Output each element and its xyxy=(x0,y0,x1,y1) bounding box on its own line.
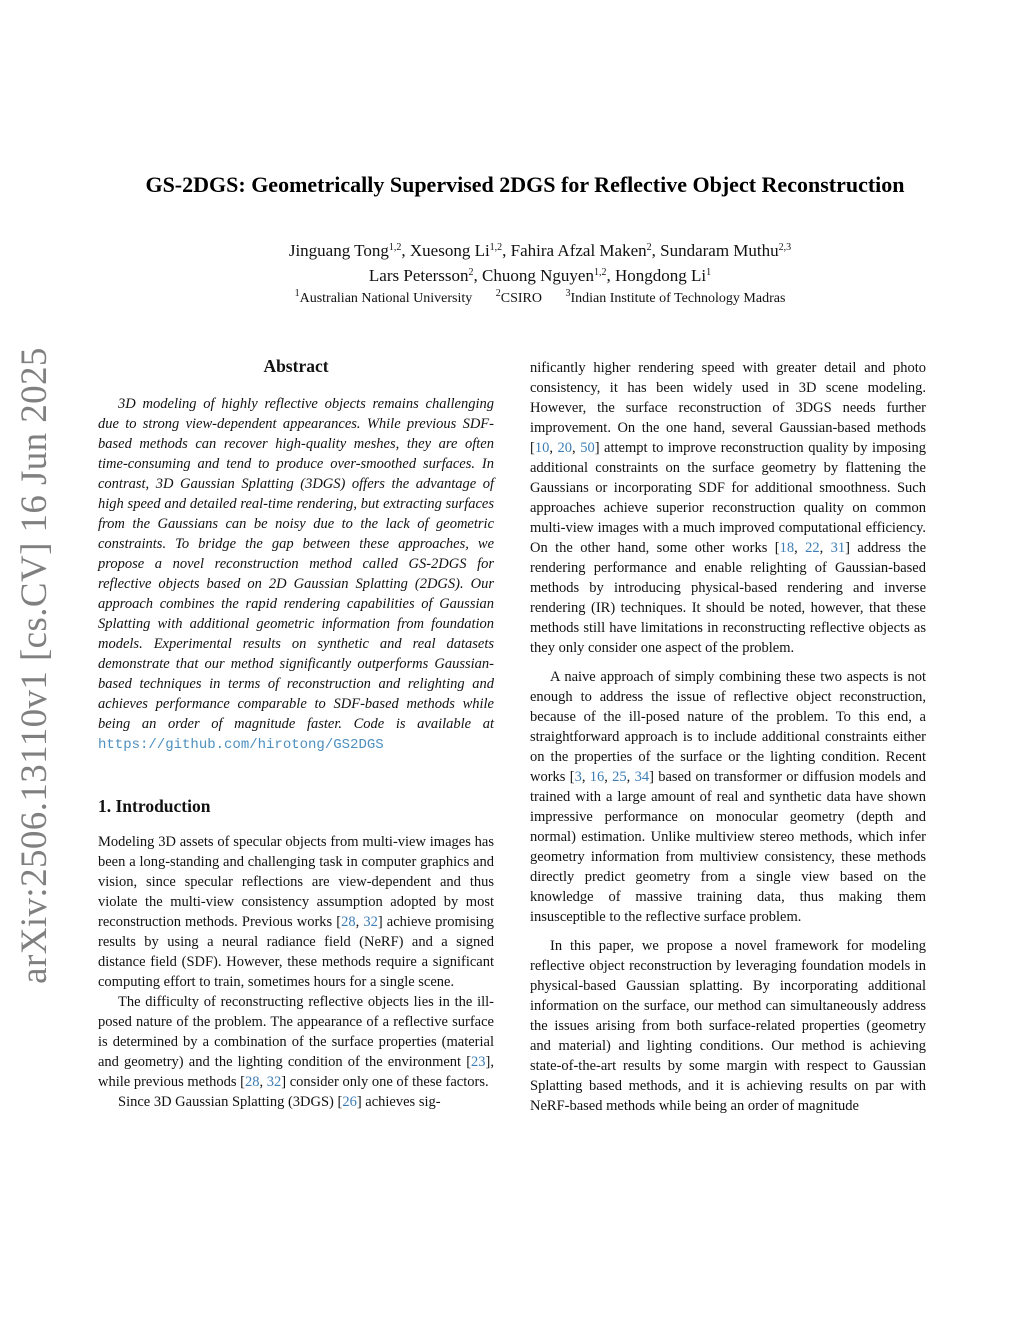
affiliation-sup: 2 xyxy=(495,288,501,299)
affiliation xyxy=(294,288,473,306)
author-affil-sup: 2 xyxy=(646,242,652,253)
author-separator: , xyxy=(401,241,410,260)
section-heading-introduction: 1. Introduction xyxy=(98,796,211,816)
abstract-heading: Abstract xyxy=(263,356,329,376)
citation-link[interactable]: 16 xyxy=(589,769,605,785)
paragraph xyxy=(530,358,926,658)
abstract-text xyxy=(98,394,494,755)
paragraph-text: nificantly higher rendering speed with greater detail and photo consistency, it has been widely used in 3D scene modeling. However, the surface reconstruction of 3DGS needs further improvement. On the one hand, several Gaussian-based methods [ xyxy=(530,360,926,456)
citation-link[interactable]: 28 xyxy=(341,914,356,930)
author-line-1 xyxy=(60,238,1020,263)
abstract-body: 3D modeling of highly reflective objects remains challenging due to strong view-dependent appearances. While previous SDF-based methods can recover high-quality meshes, they are often time-consuming and tend to produce over-smoothed surfaces. In contrast, 3D Gaussian Splatting (3DGS) offers the advantage of high speed and detailed real-time rendering, but extracting surfaces from the Gaussians can be noisy due to the lack of geometric constraints. To bridge the gap between these approaches, we propose a novel reconstruction method called GS-2DGS for reflective objects based on 2D Gaussian Splatting (2DGS). Our approach combines the rapid rendering capabilities of Gaussian Splatting with additional geometric information from foundation models. Experimental results on synthetic and real datasets demonstrate that our method significantly outperforms Gaussian-based techniques in terms of reconstruction and relighting and achieves performance comparable to SDF-based methods while being an order of magnitude faster. Code is available at xyxy=(98,396,494,732)
affiliation xyxy=(495,288,542,306)
paragraph-text: ] address the rendering performance and enable relighting of Gaussian-based methods by introducing physical-based rendering and inverse rendering (IR) techniques. It should be noted, however, that these methods still have limitations in reconstructing reflective objects as they only consider one aspect of the problem. xyxy=(530,540,927,656)
author-name: Chuong Nguyen xyxy=(482,266,594,285)
code-url-link[interactable]: https://github.com/hirotong/GS2DGS xyxy=(98,737,384,753)
paragraph xyxy=(98,1092,494,1112)
author-affil-sup: 1 xyxy=(706,267,712,278)
citation-link[interactable]: 31 xyxy=(830,540,846,556)
affiliation-sup: 1 xyxy=(294,288,300,299)
citation-link[interactable]: 28 xyxy=(245,1074,260,1090)
paragraph-text: , xyxy=(626,769,635,785)
paragraph-text: , xyxy=(572,440,581,456)
paragraph-text: ] based on transformer or diffusion models and trained with a large amount of real and synthetic data have shown impressive performance on monocular geometry (depth and normal) estimation. Unlike multiview stereo methods, which infer geometry information from multiview consistency, these methods directly predict geometry from a single view based on the knowledge of massive training data, thus making them insusceptible to the reflective surface problem. xyxy=(530,769,927,925)
affiliation-name: Indian Institute of Technology Madras xyxy=(570,291,786,306)
paragraph xyxy=(530,667,926,927)
paragraph-text: , xyxy=(355,914,364,930)
author-name: Xuesong Li xyxy=(409,241,490,260)
right-column-body xyxy=(530,358,926,1116)
paragraph-text: , xyxy=(794,540,806,556)
citation-link[interactable]: 3 xyxy=(574,769,582,785)
author-line-2 xyxy=(60,263,1020,288)
author-separator: , xyxy=(651,241,661,260)
citation-link[interactable]: 32 xyxy=(266,1074,282,1090)
paragraph-text: Since 3D Gaussian Splatting (3DGS) [ xyxy=(118,1094,343,1110)
affiliation-name: CSIRO xyxy=(500,291,542,306)
paragraph-text: In this paper, we propose a novel framework for modeling reflective object reconstruction by leveraging foundation models in physical-based Gaussian splatting. By incorporating additional information on the surface, our method can simultaneously address the issues arising from both surface-related properties (geometry and material) and lighting conditions. Our method is achieving state-of-the-art results by some margin with respect to Gaussian Splatting based methods, and it is achieving results on par with NeRF-based methods while being an order of magnitude xyxy=(530,938,926,1114)
author-name: Fahira Afzal Maken xyxy=(510,241,647,260)
affiliation-name: Australian National University xyxy=(299,291,473,306)
citation-link[interactable]: 25 xyxy=(612,769,627,785)
right-column xyxy=(530,358,926,1116)
author-name: Jinguang Tong xyxy=(288,241,389,260)
author-affil-sup: 2,3 xyxy=(778,242,792,253)
author-separator: , xyxy=(502,241,511,260)
citation-link[interactable]: 26 xyxy=(342,1094,357,1110)
author-name: Hongdong Li xyxy=(614,266,707,285)
affiliation-sup: 3 xyxy=(565,288,571,299)
paragraph-text: A naive approach of simply combining these two aspects is not enough to address the issue of reflective object reconstruction, because of the ill-posed nature of the problem. To this end, a straightforward approach is to include additional constraints either on the properties of the surface or the lighting condition. Recent works [ xyxy=(530,669,926,785)
paragraph-text: , xyxy=(549,440,558,456)
paragraph xyxy=(98,992,494,1092)
paragraph-text: ] achieves sig- xyxy=(356,1094,441,1110)
paragraph-text: , xyxy=(819,540,831,556)
citation-link[interactable]: 20 xyxy=(557,440,573,456)
arxiv-identifier: arXiv:2506.13110v1 [cs.CV] 16 Jun 2025 xyxy=(13,346,55,984)
paragraph-text: , xyxy=(259,1074,267,1090)
author-name: Lars Petersson xyxy=(368,266,469,285)
citation-link[interactable]: 10 xyxy=(534,440,550,456)
paragraph-text: ] consider only one of these factors. xyxy=(281,1074,489,1090)
paper-title: GS-2DGS: Geometrically Supervised 2DGS for Reflective Object Reconstruction xyxy=(145,172,905,197)
paragraph-text: Modeling 3D assets of specular objects from multi-view images has been a long-standing and challenging task in computer graphics and vision, since specular reflections are view-dependent and thus violate the multi-view consistency assumption adopted by most reconstruction methods. Previous works [ xyxy=(98,834,494,930)
author-affil-sup: 1,2 xyxy=(388,242,402,253)
affiliation xyxy=(565,288,786,306)
citation-link[interactable]: 34 xyxy=(634,769,650,785)
paragraph-text: ] attempt to improve reconstruction quality by imposing additional constraints on the surface geometry by flattening the Gaussians or incorporating SDF for additional smoothness. Such approaches achieve superior reconstruction quality on common multi-view images with a much improved computational efficiency. On the other hand, some other works [ xyxy=(530,440,927,556)
citation-link[interactable]: 18 xyxy=(779,540,795,556)
paragraph xyxy=(98,832,494,992)
paragraph-text: , xyxy=(604,769,613,785)
paragraph-text: , xyxy=(581,769,590,785)
paragraph-text: ], while previous methods [ xyxy=(98,1054,494,1090)
author-list xyxy=(60,238,1020,288)
author-affil-sup: 1,2 xyxy=(593,267,607,278)
affiliation-list xyxy=(60,288,1020,307)
author-affil-sup: 1,2 xyxy=(489,242,503,253)
paragraph-text: ] achieve promising results by using a neural radiance field (NeRF) and a signed distance field (SDF). However, these methods require a significant computing effort to train, sometimes hours for a single scene. xyxy=(98,914,494,990)
citation-link[interactable]: 23 xyxy=(471,1054,486,1070)
author-separator: , xyxy=(473,266,483,285)
introduction-body xyxy=(98,832,494,1112)
paragraph xyxy=(530,936,926,1116)
author-affil-sup: 2 xyxy=(468,267,474,278)
citation-link[interactable]: 22 xyxy=(805,540,820,556)
author-name: Sundaram Muthu xyxy=(660,241,779,260)
left-column xyxy=(98,356,494,1112)
citation-link[interactable]: 32 xyxy=(363,914,378,930)
citation-link[interactable]: 50 xyxy=(580,440,595,456)
arxiv-side-stamp xyxy=(4,346,64,984)
author-separator: , xyxy=(606,266,615,285)
paragraph-text: The difficulty of reconstructing reflective objects lies in the ill-posed nature of the problem. The appearance of a reflective surface is determined by a combination of the surface properties (material and geometry) and the lighting condition of the environment [ xyxy=(98,994,494,1070)
